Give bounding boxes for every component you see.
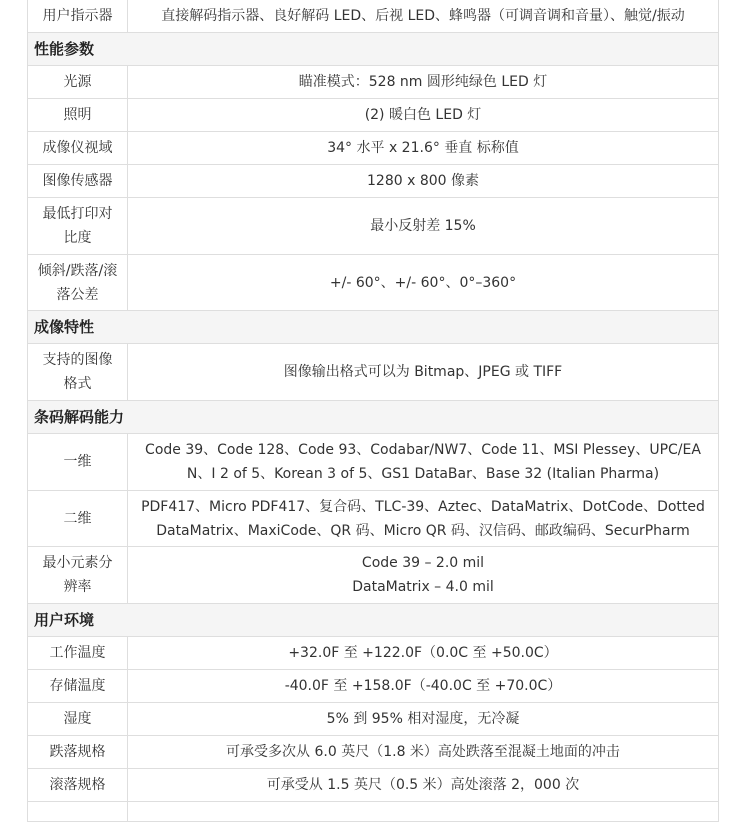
section-title: 成像特性: [28, 311, 719, 344]
spec-row: [28, 736, 719, 769]
spec-value: +/- 60°、+/- 60°、0°–360°: [128, 255, 719, 311]
spec-label: 最低打印对比度: [28, 198, 128, 255]
spec-value: (2) 暖白色 LED 灯: [128, 99, 719, 132]
section-header-row: [28, 311, 719, 344]
spec-row: [28, 0, 719, 33]
spec-row: [28, 703, 719, 736]
spec-value: 1280 x 800 像素: [128, 165, 719, 198]
section-title: 条码解码能力: [28, 401, 719, 434]
spec-label: 用户指示器: [28, 0, 128, 33]
spec-label: 存储温度: [28, 670, 128, 703]
spec-value: 直接解码指示器、良好解码 LED、后视 LED、蜂鸣器（可调音调和音量）、触觉/振动: [128, 0, 719, 33]
spec-value: PDF417、Micro PDF417、复合码、TLC-39、Aztec、DataMatrix、DotCode、Dotted DataMatrix、MaxiCode、QR 码、Micro QR 码、汉信码、邮政编码、SecurPharm: [128, 491, 719, 547]
spec-value: 图像输出格式可以为 Bitmap、JPEG 或 TIFF: [128, 344, 719, 401]
spec-row: [28, 344, 719, 401]
spec-row: [28, 802, 719, 822]
spec-row: [28, 637, 719, 670]
spec-label: [28, 802, 128, 822]
spec-value: 34° 水平 x 21.6° 垂直 标称值: [128, 132, 719, 165]
spec-value: +32.0F 至 +122.0F（0.0C 至 +50.0C）: [128, 637, 719, 670]
spec-label: 跌落规格: [28, 736, 128, 769]
spec-value: 瞄准模式：528 nm 圆形纯绿色 LED 灯: [128, 66, 719, 99]
spec-value: -40.0F 至 +158.0F（-40.0C 至 +70.0C）: [128, 670, 719, 703]
spec-row: [28, 547, 719, 604]
spec-label: 倾斜/跌落/滚落公差: [28, 255, 128, 311]
spec-value: 可承受从 1.5 英尺（0.5 米）高处滚落 2，000 次: [128, 769, 719, 802]
spec-label: 照明: [28, 99, 128, 132]
spec-row: [28, 434, 719, 491]
spec-row: [28, 99, 719, 132]
spec-table: [27, 0, 719, 822]
spec-value-line: DataMatrix – 4.0 mil: [352, 579, 494, 595]
spec-label: 二维: [28, 491, 128, 547]
spec-value: [128, 802, 719, 822]
section-title: 性能参数: [28, 33, 719, 66]
spec-row: [28, 198, 719, 255]
spec-row: [28, 491, 719, 547]
spec-label: 最小元素分辨率: [28, 547, 128, 604]
spec-label: 光源: [28, 66, 128, 99]
spec-value: 5% 到 95% 相对湿度，无冷凝: [128, 703, 719, 736]
spec-table-body: [28, 0, 719, 822]
spec-value: [128, 547, 719, 604]
spec-row: [28, 165, 719, 198]
spec-value: 可承受多次从 6.0 英尺（1.8 米）高处跌落至混凝土地面的冲击: [128, 736, 719, 769]
spec-row: [28, 255, 719, 311]
spec-label: 工作温度: [28, 637, 128, 670]
section-header-row: [28, 604, 719, 637]
spec-label: 滚落规格: [28, 769, 128, 802]
spec-label: 图像传感器: [28, 165, 128, 198]
spec-label: 湿度: [28, 703, 128, 736]
spec-row: [28, 670, 719, 703]
spec-label: 一维: [28, 434, 128, 491]
spec-value: Code 39、Code 128、Code 93、Codabar/NW7、Code 11、MSI Plessey、UPC/EAN、I 2 of 5、Korean 3 of 5、GS1 DataBar、Base 32 (Italian Pharma): [128, 434, 719, 491]
spec-row: [28, 769, 719, 802]
spec-row: [28, 132, 719, 165]
spec-label: 支持的图像格式: [28, 344, 128, 401]
spec-value-line: Code 39 – 2.0 mil: [361, 555, 485, 571]
section-header-row: [28, 401, 719, 434]
section-header-row: [28, 33, 719, 66]
spec-row: [28, 66, 719, 99]
spec-label: 成像仪视域: [28, 132, 128, 165]
section-title: 用户环境: [28, 604, 719, 637]
spec-value: 最小反射差 15%: [128, 198, 719, 255]
